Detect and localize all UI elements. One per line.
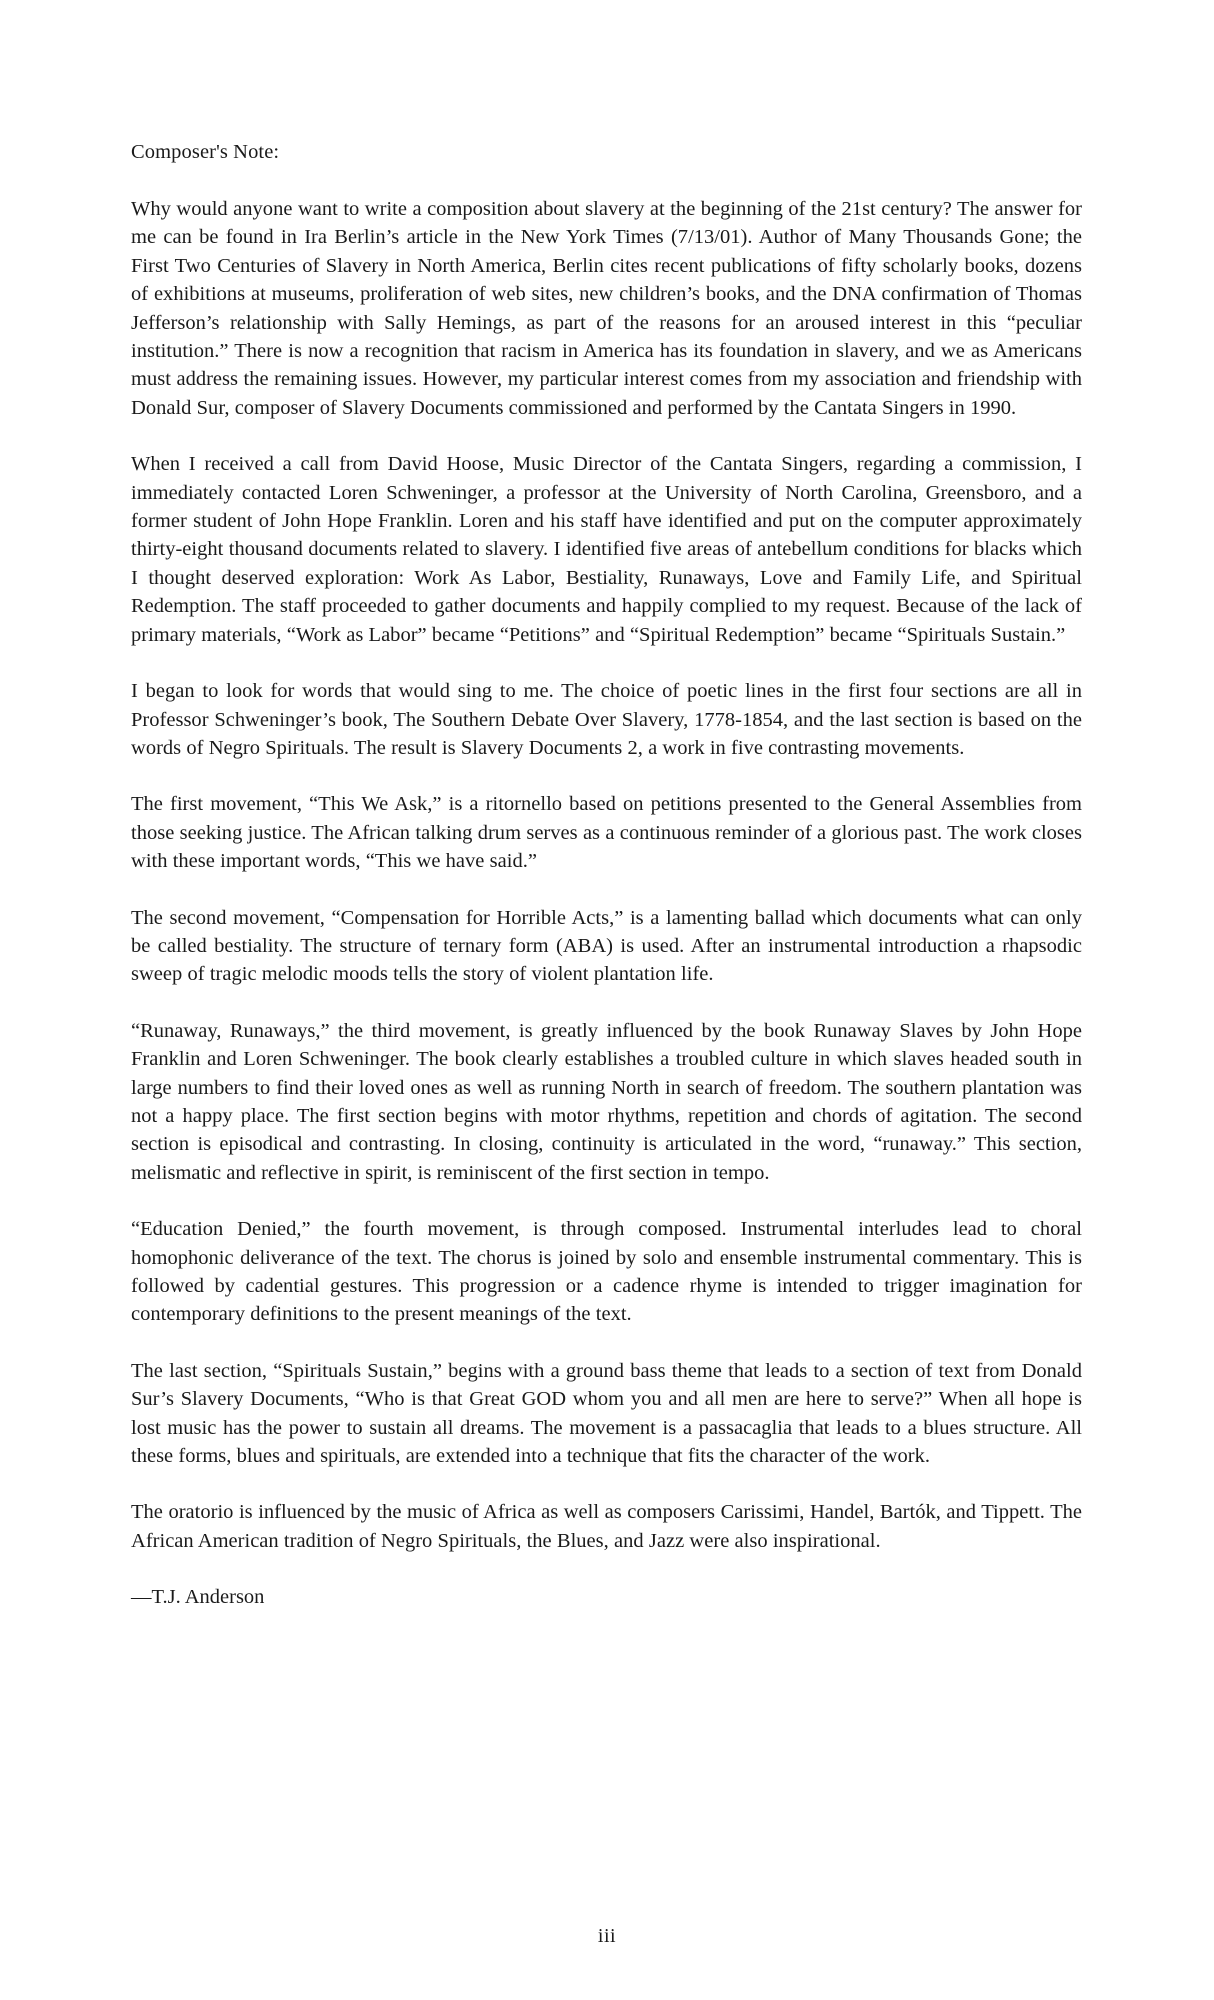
paragraph-influences: The oratorio is influenced by the music of Africa as well as composers Carissimi, Handel, Bartók, and Tippett. The African American tradition of Negro Spirituals, the Blues, and Jazz were also inspirational. <box>131 1501 1082 1552</box>
paragraph-motivation: Why would anyone want to write a composition about slavery at the beginning of the 21st century? The answer for me can be found in Ira Berlin’s article in the New York Times (7/13/01). Author of Many Thousands Gone; the First Two Centuries of Slavery in North America, Berlin cites recent publications of fifty scholarly books, dozens of exhibitions at museums, proliferation of web sites, new children’s books, and the DNA confirmation of Thomas Jefferson’s relationship with Sally Hemings, as part of the reasons for an aroused interest in this “peculiar institution.” There is now a recognition that racism in America has its foundation in slavery, and we as Americans must address the remaining issues. However, my particular interest comes from my association and friendship with Donald Sur, composer of Slavery Documents commissioned and performed by the Cantata Singers in 1990. <box>131 198 1082 419</box>
page-number: iii <box>597 1925 617 1947</box>
document-text-block <box>131 138 1082 1612</box>
paragraph-movement-five: The last section, “Spirituals Sustain,” begins with a ground bass theme that leads to a section of text from Donald Sur’s Slavery Documents, “Who is that Great GOD whom you and all men are here to serve?” When all hope is lost music has the power to sustain all dreams. The movement is a passacaglia that leads to a blues structure. All these forms, blues and spirituals, are extended into a technique that fits the character of the work. <box>131 1359 1082 1468</box>
paragraph-movement-four: “Education Denied,” the fourth movement, is through composed. Instrumental interludes lead to choral homophonic deliverance of the text. The chorus is joined by solo and ensemble instrumental commentary. This is followed by cadential gestures. This progression or a cadence rhyme is intended to trigger imagination for contemporary definitions to the present meanings of the text. <box>131 1218 1082 1326</box>
paragraph-movement-one: The first movement, “This We Ask,” is a ritornello based on petitions presented to the General Assemblies from those seeking justice. The African talking drum serves as a continuous reminder of a glorious past. The work closes with these important words, “This we have said.” <box>131 793 1082 873</box>
paragraph-movement-three: “Runaway, Runaways,” the third movement, is greatly influenced by the book Runaway Slaves by John Hope Franklin and Loren Schweninger. The book clearly establishes a troubled culture in which slaves headed south in large numbers to find their loved ones as well as running North in search of freedom. The southern plantation was not a happy place. The first section begins with motor rhythms, repetition and chords of agitation. The second section is episodical and contrasting. In closing, continuity is articulated in the word, “runaway.” This section, melismatic and reflective in spirit, is reminiscent of the first section in tempo. <box>131 1019 1082 1184</box>
author-signature: —T.J. Anderson <box>131 1586 265 1609</box>
page-title: Composer's Note: <box>131 141 280 163</box>
paragraph-movement-two: The second movement, “Compensation for Horrible Acts,” is a lamenting ballad which documents what can only be called bestiality. The structure of ternary form (ABA) is used. After an instrumental introduction a rhapsodic sweep of tragic melodic moods tells the story of violent plantation life. <box>131 906 1082 986</box>
paragraph-commission: When I received a call from David Hoose, Music Director of the Cantata Singers, regarding a commission, I immediately contacted Loren Schweninger, a professor at the University of North Carolina, Greensboro, and a former student of John Hope Franklin. Loren and his staff have identified and put on the computer approximately thirty-eight thousand documents related to slavery. I identified five areas of antebellum conditions for blacks which I thought deserved exploration: Work As Labor, Bestiality, Runaways, Love and Family Life, and Spiritual Redemption. The staff proceeded to gather documents and happily complied to my request. Because of the lack of primary materials, “Work as Labor” became “Petitions” and “Spiritual Redemption” became “Spirituals Sustain.” <box>131 453 1082 646</box>
paragraph-sources: I began to look for words that would sing to me. The choice of poetic lines in the first four sections are all in Professor Schweninger’s book, The Southern Debate Over Slavery, 1778-1854, and the last section is based on the words of Negro Spirituals. The result is Slavery Documents 2, a work in five contrasting movements. <box>131 680 1082 759</box>
